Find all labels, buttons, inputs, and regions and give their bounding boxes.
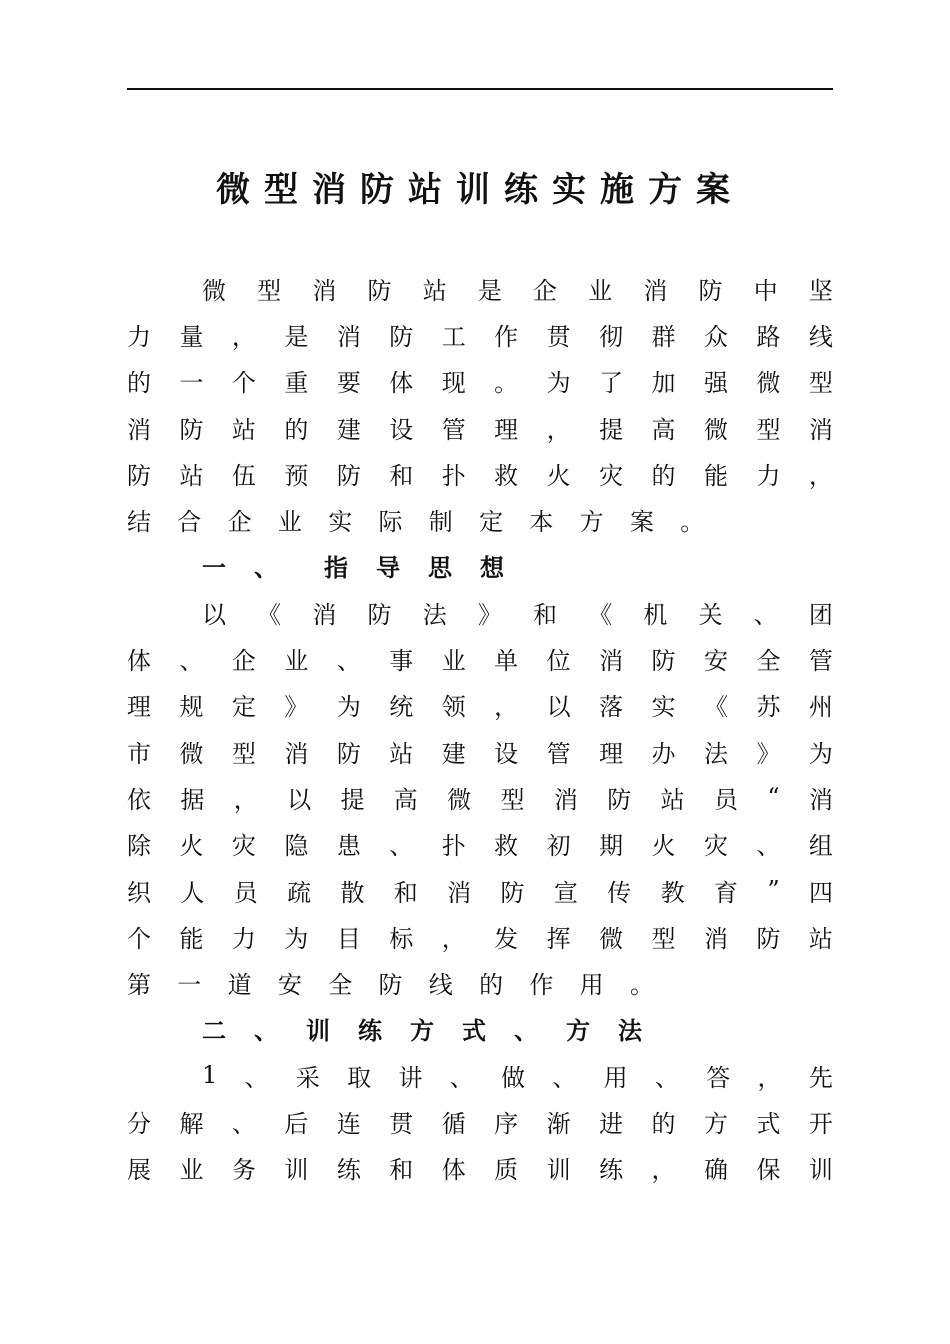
glyph: 防 (607, 785, 632, 814)
glyph: 散 (340, 878, 365, 907)
glyph: 训 (546, 1156, 571, 1185)
glyph: 作 (529, 971, 554, 1000)
document-title: 微型消防站训练实施方案 (216, 170, 744, 210)
glyph: 一 (177, 971, 202, 1000)
glyph: 、 (179, 647, 204, 676)
glyph: 、 (336, 647, 361, 676)
glyph: 结 (127, 508, 151, 537)
glyph: 《 (703, 693, 728, 722)
glyph: 微 (447, 785, 472, 814)
glyph: 型 (651, 924, 676, 953)
glyph: 型 (756, 415, 781, 444)
glyph: 防 (698, 276, 723, 305)
glyph: 防 (367, 600, 392, 629)
glyph: 除 (127, 832, 151, 861)
glyph: 企 (533, 276, 558, 305)
glyph: 织 (127, 878, 151, 907)
glyph: 、 (254, 553, 278, 583)
glyph: 防 (378, 971, 403, 1000)
glyph: 二 (202, 1016, 226, 1046)
glyph: 解 (179, 1109, 204, 1138)
glyph: 宣 (553, 878, 578, 907)
glyph: 方 (703, 1109, 728, 1138)
glyph: 扑 (441, 461, 466, 490)
glyph: 理 (127, 693, 151, 722)
section-heading (127, 543, 833, 589)
paragraph-line (127, 265, 833, 311)
glyph: 的 (479, 971, 504, 1000)
glyph: 业 (441, 647, 466, 676)
glyph: 实 (328, 508, 353, 537)
glyph: 四 (808, 878, 833, 907)
glyph: 微 (179, 739, 204, 768)
glyph: 合 (177, 508, 202, 537)
glyph: 线 (808, 322, 833, 351)
glyph: 的 (127, 369, 151, 398)
glyph: 站 (660, 785, 685, 814)
glyph: 发 (494, 924, 519, 953)
glyph: 灾 (231, 832, 256, 861)
glyph: 据 (180, 785, 205, 814)
glyph: 安 (277, 971, 302, 1000)
glyph: 能 (703, 461, 728, 490)
paragraph-line (127, 404, 833, 450)
glyph: ， (808, 461, 833, 490)
paragraph-line (127, 774, 833, 820)
glyph: 方 (566, 1016, 590, 1046)
glyph: 机 (643, 600, 668, 629)
glyph: 中 (753, 276, 778, 305)
glyph: 防 (651, 647, 676, 676)
glyph: 消 (808, 415, 833, 444)
glyph: 微 (756, 369, 781, 398)
glyph: 员 (233, 878, 258, 907)
glyph: 体 (441, 1156, 466, 1185)
paragraph-line (127, 913, 833, 959)
glyph: 分 (127, 1109, 151, 1138)
glyph: 式 (756, 1109, 781, 1138)
glyph: 火 (179, 832, 204, 861)
glyph: 为 (336, 693, 361, 722)
glyph: 灾 (599, 461, 624, 490)
glyph: 定 (479, 508, 504, 537)
glyph: 取 (347, 1063, 372, 1092)
glyph: 讲 (398, 1063, 423, 1092)
glyph: 管 (441, 415, 466, 444)
glyph: ， (651, 1156, 676, 1185)
glyph: 防 (127, 461, 151, 490)
glyph: 位 (546, 647, 571, 676)
glyph: 消 (447, 878, 472, 907)
glyph: 后 (284, 1109, 309, 1138)
paragraph-line (127, 1098, 833, 1144)
glyph: 全 (328, 971, 353, 1000)
glyph: 单 (494, 647, 519, 676)
glyph: 扑 (441, 832, 466, 861)
glyph: 微 (703, 415, 728, 444)
glyph: 用 (603, 1063, 628, 1092)
glyph: 高 (393, 785, 418, 814)
glyph: 加 (651, 369, 676, 398)
glyph: 为 (546, 369, 571, 398)
paragraph-line (127, 635, 833, 681)
glyph: 挥 (546, 924, 571, 953)
glyph: 标 (389, 924, 414, 953)
glyph: 重 (284, 369, 309, 398)
glyph: 育 (713, 878, 738, 907)
glyph: 练 (336, 1156, 361, 1185)
glyph: 微 (599, 924, 624, 953)
glyph: 期 (599, 832, 624, 861)
glyph: 法 (703, 739, 728, 768)
glyph: ， (757, 1063, 782, 1092)
glyph: 际 (378, 508, 403, 537)
glyph: 和 (533, 600, 558, 629)
glyph: 确 (703, 1156, 728, 1185)
glyph: 渐 (546, 1109, 571, 1138)
glyph: 企 (231, 647, 256, 676)
glyph: 、 (753, 600, 778, 629)
section-heading (127, 1006, 833, 1052)
glyph: 体 (127, 647, 151, 676)
glyph: 、 (231, 1109, 256, 1138)
glyph: 练 (358, 1016, 382, 1046)
glyph: 预 (284, 461, 309, 490)
glyph: 消 (284, 739, 309, 768)
glyph: 力 (231, 924, 256, 953)
glyph: 工 (441, 322, 466, 351)
glyph: 管 (546, 739, 571, 768)
glyph: 是 (284, 322, 309, 351)
glyph: 第 (127, 971, 151, 1000)
glyph: 、 (389, 832, 414, 861)
glyph: 领 (441, 693, 466, 722)
glyph: 训 (284, 1156, 309, 1185)
glyph: 苏 (756, 693, 781, 722)
glyph: 力 (756, 461, 781, 490)
glyph: 消 (808, 785, 833, 814)
glyph: 安 (703, 647, 728, 676)
glyph: 建 (441, 739, 466, 768)
glyph: 道 (227, 971, 252, 1000)
paragraph-line (127, 496, 833, 542)
glyph: 。 (494, 369, 519, 398)
glyph: 式 (462, 1016, 486, 1046)
paragraph-line (127, 358, 833, 404)
glyph: 消 (553, 785, 578, 814)
glyph: 要 (336, 369, 361, 398)
glyph: 站 (422, 276, 447, 305)
glyph: 能 (179, 924, 204, 953)
glyph: 消 (599, 647, 624, 676)
glyph: 站 (231, 415, 256, 444)
glyph: 先 (808, 1063, 833, 1092)
paragraph-line (127, 1052, 833, 1098)
glyph: 法 (618, 1016, 642, 1046)
glyph: 患 (336, 832, 361, 861)
glyph: 型 (500, 785, 525, 814)
glyph: 个 (127, 924, 151, 953)
glyph: 一 (179, 369, 204, 398)
glyph: 业 (588, 276, 613, 305)
glyph: 实 (651, 693, 676, 722)
glyph: 答 (706, 1063, 731, 1092)
glyph: 教 (660, 878, 685, 907)
glyph: 理 (494, 415, 519, 444)
glyph: ， (441, 924, 466, 953)
glyph: 和 (393, 878, 418, 907)
glyph: 初 (546, 832, 571, 861)
glyph: 全 (756, 647, 781, 676)
glyph: 疏 (287, 878, 312, 907)
glyph: 、 (449, 1063, 474, 1092)
glyph: 连 (336, 1109, 361, 1138)
glyph: 作 (494, 322, 519, 351)
glyph: 进 (599, 1109, 624, 1138)
glyph: 众 (703, 322, 728, 351)
glyph: 火 (546, 461, 571, 490)
glyph: 一 (202, 553, 226, 583)
glyph: 指 (324, 553, 348, 583)
glyph: 站 (179, 461, 204, 490)
glyph: 防 (756, 924, 781, 953)
glyph: 传 (607, 878, 632, 907)
glyph: 务 (231, 1156, 256, 1185)
glyph: 管 (808, 647, 833, 676)
paragraph-line (127, 959, 833, 1005)
glyph: 贯 (546, 322, 571, 351)
glyph: 力 (127, 322, 151, 351)
glyph: 方 (579, 508, 604, 537)
glyph: 。 (629, 971, 654, 1000)
glyph: 采 (295, 1063, 320, 1092)
glyph: 防 (367, 276, 392, 305)
glyph: 关 (698, 600, 723, 629)
glyph: 规 (179, 693, 204, 722)
paragraph-line (127, 311, 833, 357)
glyph: 开 (808, 1109, 833, 1138)
glyph: 训 (306, 1016, 330, 1046)
glyph: 业 (179, 1156, 204, 1185)
glyph: 了 (599, 369, 624, 398)
paragraph-line (127, 728, 833, 774)
glyph: 隐 (284, 832, 309, 861)
glyph: 人 (180, 878, 205, 907)
paragraph-line (127, 867, 833, 913)
glyph: 办 (651, 739, 676, 768)
glyph: 以 (546, 693, 571, 722)
glyph: 防 (336, 739, 361, 768)
glyph: 想 (480, 553, 504, 583)
glyph: 》 (284, 693, 309, 722)
glyph: 为 (284, 924, 309, 953)
glyph: 用 (579, 971, 604, 1000)
glyph: 微 (202, 276, 226, 305)
glyph: 体 (389, 369, 414, 398)
glyph: 伍 (231, 461, 256, 490)
glyph: 思 (428, 553, 452, 583)
glyph: 团 (808, 600, 833, 629)
glyph: 型 (231, 739, 256, 768)
glyph: 站 (389, 739, 414, 768)
paragraph-line (127, 1145, 833, 1191)
glyph: 现 (441, 369, 466, 398)
glyph: 定 (231, 693, 256, 722)
glyph: 设 (494, 739, 519, 768)
glyph: 目 (336, 924, 361, 953)
glyph: 消 (312, 600, 337, 629)
paragraph-line (127, 589, 833, 635)
glyph: 型 (808, 369, 833, 398)
glyph: 是 (477, 276, 502, 305)
glyph: 灾 (703, 832, 728, 861)
document-body (127, 265, 833, 1191)
glyph: 消 (643, 276, 668, 305)
glyph: 救 (494, 832, 519, 861)
glyph: 消 (127, 415, 151, 444)
glyph: 法 (422, 600, 447, 629)
glyph: 展 (127, 1156, 151, 1185)
glyph: 案 (629, 508, 654, 537)
glyph: 和 (389, 461, 414, 490)
glyph: 的 (651, 1109, 676, 1138)
glyph: 为 (808, 739, 833, 768)
glyph: 线 (428, 971, 453, 1000)
glyph: ， (546, 415, 571, 444)
glyph: 提 (599, 415, 624, 444)
glyph: 消 (336, 322, 361, 351)
glyph: ， (233, 785, 258, 814)
glyph: 循 (441, 1109, 466, 1138)
glyph: ” (767, 876, 780, 904)
glyph: 事 (389, 647, 414, 676)
glyph: 理 (599, 739, 624, 768)
glyph: 序 (494, 1109, 519, 1138)
glyph: ， (231, 322, 256, 351)
glyph: 的 (651, 461, 676, 490)
glyph: 强 (703, 369, 728, 398)
glyph: 火 (651, 832, 676, 861)
glyph: 》 (756, 739, 781, 768)
glyph: 》 (477, 600, 502, 629)
glyph: 防 (336, 461, 361, 490)
glyph: “ (767, 783, 780, 812)
glyph: 制 (428, 508, 453, 537)
glyph: 《 (257, 600, 282, 629)
glyph: 、 (654, 1063, 679, 1092)
glyph: 导 (376, 553, 400, 583)
header-rule (127, 88, 833, 90)
glyph: 坚 (808, 276, 833, 305)
glyph: 落 (599, 693, 624, 722)
glyph: 提 (340, 785, 365, 814)
glyph: 彻 (599, 322, 624, 351)
glyph: 防 (500, 878, 525, 907)
glyph: 、 (552, 1063, 577, 1092)
glyph: 方 (410, 1016, 434, 1046)
glyph: 企 (227, 508, 252, 537)
glyph: 业 (284, 647, 309, 676)
glyph: 统 (389, 693, 414, 722)
glyph: 市 (127, 739, 151, 768)
glyph: 设 (389, 415, 414, 444)
glyph: 业 (277, 508, 302, 537)
glyph: 依 (127, 785, 151, 814)
glyph: 消 (312, 276, 337, 305)
glyph: 保 (756, 1156, 781, 1185)
glyph: 训 (808, 1156, 833, 1185)
glyph: 、 (514, 1016, 538, 1046)
paragraph-line (127, 821, 833, 867)
glyph: 以 (287, 785, 312, 814)
glyph: 1 (202, 1061, 218, 1090)
glyph: 以 (202, 600, 226, 629)
glyph: 质 (494, 1156, 519, 1185)
glyph: 消 (703, 924, 728, 953)
glyph: 群 (651, 322, 676, 351)
glyph: 《 (588, 600, 613, 629)
glyph: 贯 (389, 1109, 414, 1138)
glyph: 站 (808, 924, 833, 953)
glyph: 和 (389, 1156, 414, 1185)
glyph: 组 (808, 832, 833, 861)
glyph: 、 (244, 1063, 269, 1092)
glyph: 个 (231, 369, 256, 398)
glyph: 建 (336, 415, 361, 444)
glyph: 员 (713, 785, 738, 814)
glyph: 型 (257, 276, 282, 305)
glyph: 的 (284, 415, 309, 444)
glyph: 本 (529, 508, 554, 537)
paragraph-line (127, 682, 833, 728)
paragraph-line (127, 450, 833, 496)
glyph: 量 (179, 322, 204, 351)
glyph: 高 (651, 415, 676, 444)
glyph: 、 (756, 832, 781, 861)
glyph: 救 (494, 461, 519, 490)
glyph: 防 (389, 322, 414, 351)
glyph: 做 (501, 1063, 526, 1092)
glyph: 路 (756, 322, 781, 351)
glyph: ， (494, 693, 519, 722)
glyph: 。 (680, 508, 705, 537)
glyph: 、 (254, 1016, 278, 1046)
glyph: 州 (808, 693, 833, 722)
glyph: 练 (599, 1156, 624, 1185)
glyph: 防 (179, 415, 204, 444)
